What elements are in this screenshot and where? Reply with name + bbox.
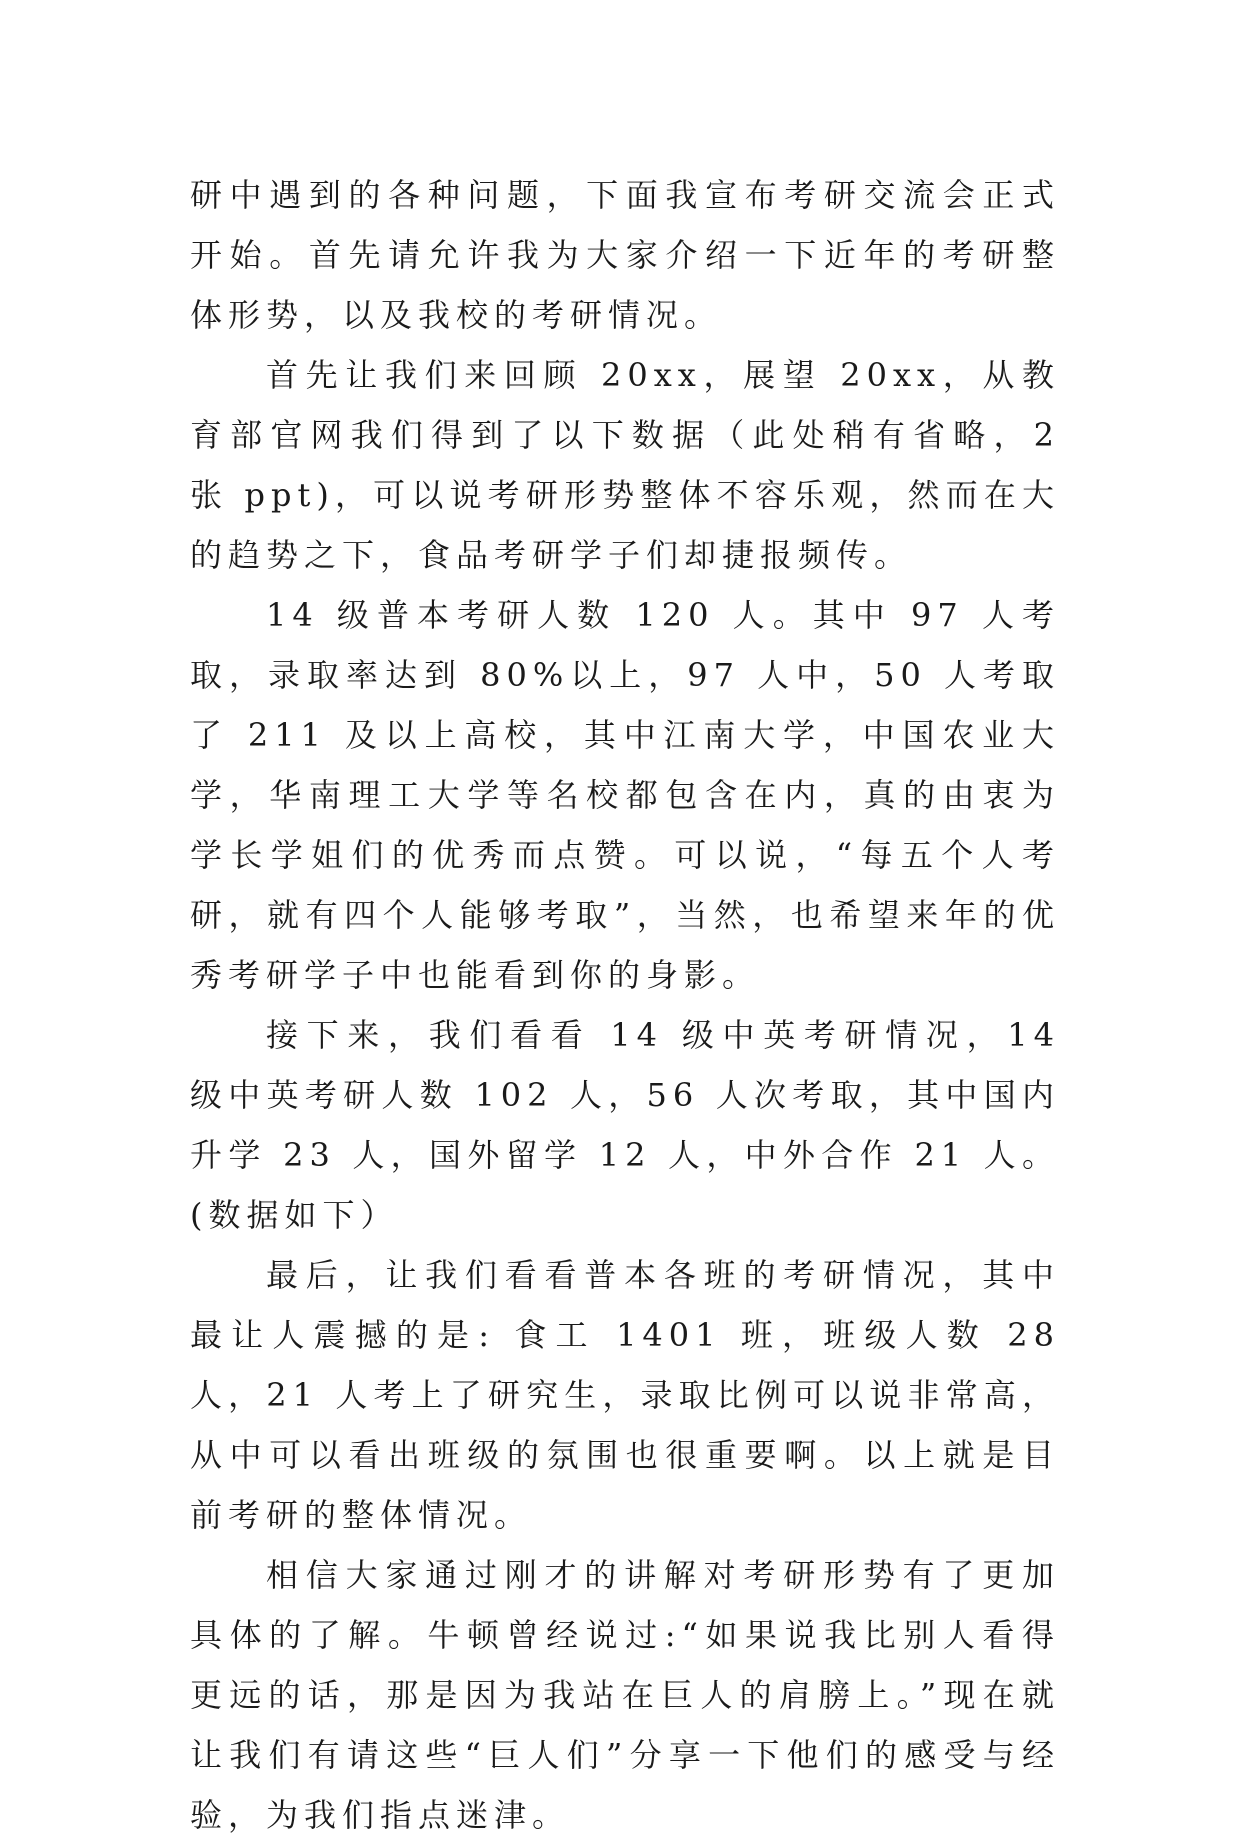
document-body [190, 165, 1060, 1845]
paragraph-class-results: 最后，让我们看看普本各班的考研情况，其中最让人震撼的是: 食工 1401 班，班级人数 28 人，21 人考上了研究生，录取比例可以说非常高，从中可以看出班级的氛围也很重要啊。以上就是目前考研的整体情况。 [190, 1256, 1060, 1534]
paragraph-overview: 首先让我们来回顾 20xx，展望 20xx，从教育部官网我们得到了以下数据（此处稍有省略，2 张 ppt)，可以说考研形势整体不容乐观，然而在大的趋势之下，食品考研学子们却捷报频传。 [190, 356, 1060, 574]
paragraph-grade14-regular: 14 级普本考研人数 120 人。其中 97 人考取，录取率达到 80%以上，97 人中，50 人考取了 211 及以上高校，其中江南大学，中国农业大学，华南理工大学等名校都包含在内，真的由衷为学长学姐们的优秀而点赞。可以说，“每五个人考研，就有四个人能够考取”，当然，也希望来年的优秀考研学子中也能看到你的身影。 [190, 596, 1060, 994]
paragraph-continued-intro: 研中遇到的各种问题，下面我宣布考研交流会正式开始。首先请允许我为大家介绍一下近年的考研整体形势，以及我校的考研情况。 [190, 176, 1060, 334]
paragraph-grade14-sino-british: 接下来，我们看看 14 级中英考研情况，14 级中英考研人数 102 人，56 人次考取，其中国内升学 23 人，国外留学 12 人，中外合作 21 人。(数据如下） [190, 1016, 1060, 1234]
paragraph-closing: 相信大家通过刚才的讲解对考研形势有了更加具体的了解。牛顿曾经说过:“如果说我比别人看得更远的话，那是因为我站在巨人的肩膀上。”现在就让我们有请这些“巨人们”分享一下他们的感受与经验，为我们指点迷津。 [190, 1556, 1060, 1834]
